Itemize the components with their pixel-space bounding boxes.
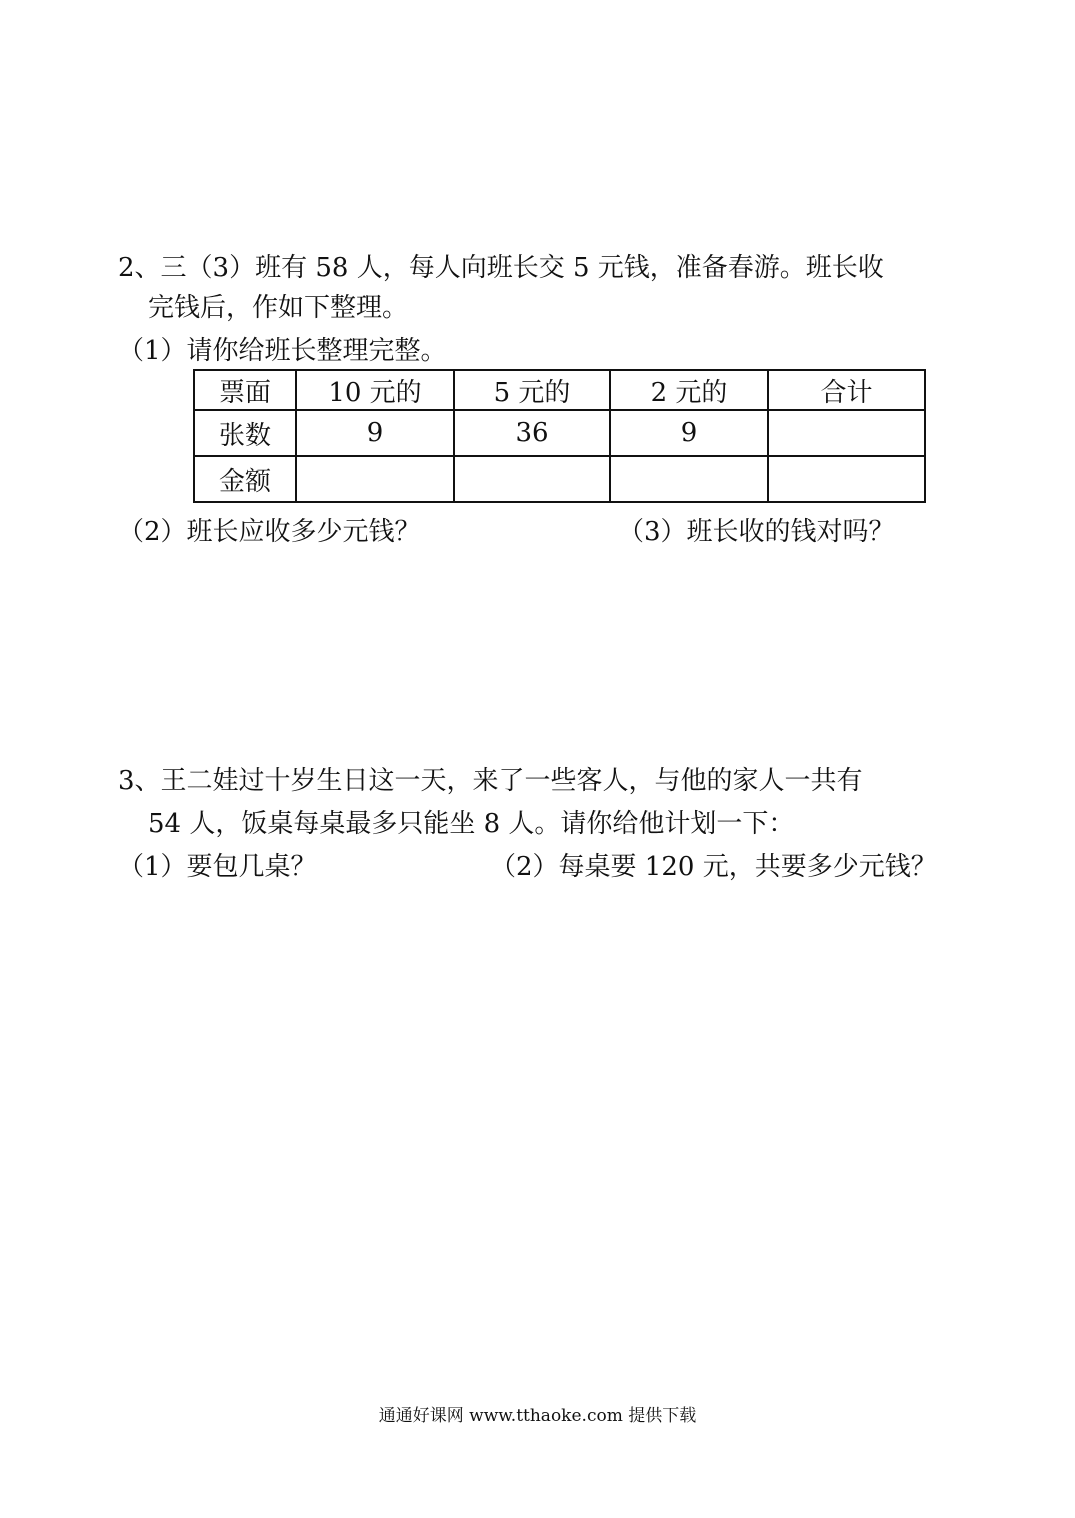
q2-sub1: （1）请你给班长整理完整。 <box>118 336 447 366</box>
table-cell: 张数 <box>194 410 296 456</box>
table-header-row <box>194 370 925 410</box>
table-cell <box>454 456 610 502</box>
q2-line2: 完钱后，作如下整理。 <box>148 293 409 323</box>
table-header-cell: 10 元的 <box>296 370 454 410</box>
q2-sub3: （3）班长收的钱对吗？ <box>618 517 895 547</box>
table-cell <box>610 456 768 502</box>
table-cell <box>768 410 925 456</box>
q3-line1: 3、王二娃过十岁生日这一天，来了一些客人，与他的家人一共有 <box>118 766 863 796</box>
table-header-cell: 合计 <box>768 370 925 410</box>
table-cell <box>296 456 454 502</box>
q3-line2: 54 人，饭桌每桌最多只能坐 8 人。请你给他计划一下： <box>148 809 795 839</box>
q3-sub1: （1）要包几桌？ <box>118 852 317 882</box>
money-table <box>193 369 926 503</box>
table-header-cell: 5 元的 <box>454 370 610 410</box>
table-cell: 9 <box>610 410 768 456</box>
table-row <box>194 410 925 456</box>
table-row <box>194 456 925 502</box>
q3-sub2: （2）每桌要 120 元，共要多少元钱？ <box>490 852 937 882</box>
table-cell: 36 <box>454 410 610 456</box>
q2-sub2: （2）班长应收多少元钱？ <box>118 517 421 547</box>
table-cell <box>768 456 925 502</box>
table-cell: 9 <box>296 410 454 456</box>
table-header-cell: 票面 <box>194 370 296 410</box>
table-header-cell: 2 元的 <box>610 370 768 410</box>
table-cell: 金额 <box>194 456 296 502</box>
footer-credit: 通通好课网 www.tthaoke.com 提供下载 <box>378 1406 697 1426</box>
q2-line1: 2、三（3）班有 58 人，每人向班长交 5 元钱，准备春游。班长收 <box>118 253 884 283</box>
